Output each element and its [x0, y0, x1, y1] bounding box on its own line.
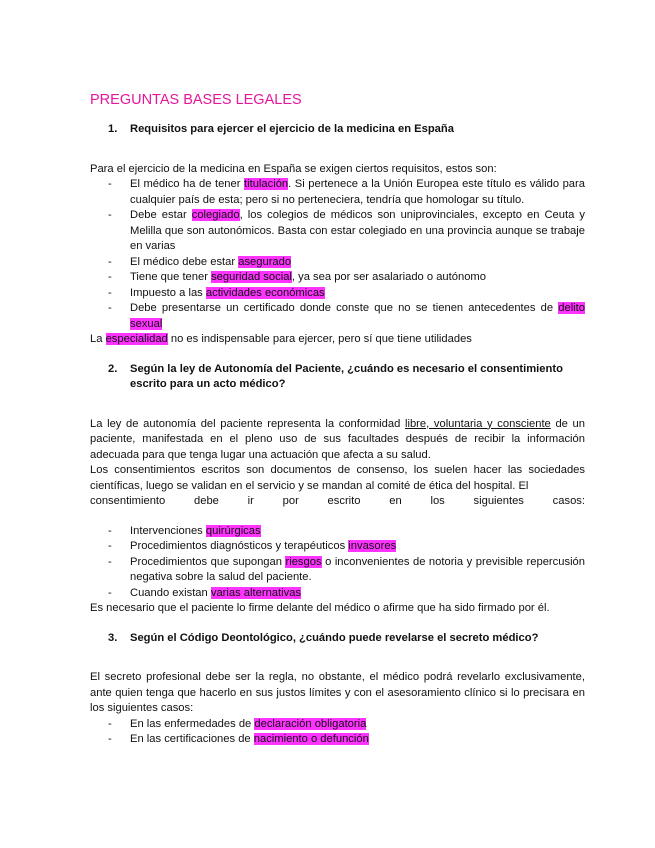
- highlight: colegiado: [191, 209, 240, 221]
- list-item: - El médico ha de tener titulación. Si pertenece a la Unión Europea este título es válido para cualquier país de esta; pero si no perteneciera, tendría que homologar su título.: [108, 178, 585, 206]
- list-item: - El médico debe estar asegurado: [108, 255, 292, 268]
- section-2-number: 2.: [108, 362, 118, 375]
- list-item: - Debe presentarse un certificado donde conste que no se tienen antecedentes de delito sexual: [108, 302, 585, 330]
- highlight: varias alternativas: [210, 586, 302, 599]
- highlight: asegurado: [238, 255, 292, 268]
- list-item: - Procedimientos que supongan riesgos o inconvenientes de notoria y previsible repercusión negativa sobre la salud del paciente.: [108, 555, 586, 583]
- highlight: actividades económicas: [205, 286, 325, 299]
- section-3-heading: [108, 631, 585, 647]
- highlight: especialidad: [105, 333, 168, 345]
- section-2-list: [108, 524, 585, 602]
- list-item: - Procedimientos diagnósticos y terapéuticos invasores: [108, 540, 397, 552]
- highlight: titulación: [244, 178, 289, 190]
- list-item: - Tiene que tener seguridad social, ya sea por ser asalariado o autónomo: [108, 271, 486, 283]
- section-1-closing: La especialidad no es indispensable para ejercer, pero sí que tiene utilidades: [90, 333, 472, 345]
- list-item: - Debe estar colegiado, los colegios de médicos son uniprovinciales, excepto en Ceuta y Melilla que son autonómicos. Basta con estar colegiado en una provincia aunque se trabaje en varias: [108, 209, 585, 252]
- section-1-title: Requisitos para ejercer el ejercicio de la medicina en España: [130, 123, 454, 135]
- highlight: delito sexual: [130, 302, 585, 330]
- highlight: seguridad social: [211, 271, 292, 283]
- highlight: declaración obligatoria: [254, 717, 367, 730]
- section-2-heading: [108, 362, 585, 393]
- document-title: PREGUNTAS BASES LEGALES: [90, 92, 302, 108]
- section-2-closing: Es necesario que el paciente lo firme delante del médico o afirme que ha sido firmado por él.: [90, 602, 550, 614]
- section-1-heading: [108, 122, 585, 138]
- highlight: invasores: [348, 540, 397, 552]
- section-3-number: 3.: [108, 631, 118, 644]
- list-item: - Intervenciones quirúrgicas: [108, 524, 261, 537]
- list-item: - Cuando existan varias alternativas: [108, 586, 302, 599]
- section-2-paragraph-2: Los consentimientos escritos son documentos de consenso, los suelen hacer las sociedades científicas, luego se validan en el servicio y se mandan al comité de ética del hospital. El: [90, 464, 585, 492]
- list-item: - Impuesto a las actividades económicas: [108, 286, 325, 299]
- section-2-title: Según la ley de Autonomía del Paciente, ¿cuándo es necesario el consentimiento escrito para un acto médico?: [130, 362, 563, 390]
- section-1-list: [108, 177, 585, 332]
- section-2-paragraph-1: La ley de autonomía del paciente representa la conformidad libre, voluntaria y consciente de un paciente, manifestada en el pleno uso de sus facultades después de recibir la información adecuada para que tenga lugar una actuación que afecta a su salud.: [90, 417, 585, 461]
- highlight: quirúrgicas: [205, 524, 261, 537]
- section-3-title: Según el Código Deontológico, ¿cuándo puede revelarse el secreto médico?: [130, 631, 539, 644]
- section-1-intro: Para el ejercicio de la medicina en España se exigen ciertos requisitos, estos son:: [90, 162, 497, 175]
- list-item: - En las certificaciones de nacimiento o defunción: [108, 733, 369, 745]
- section-3-list: [108, 717, 585, 748]
- list-item: - En las enfermedades de declaración obligatoria: [108, 717, 367, 730]
- highlight: riesgos: [285, 555, 322, 568]
- section-1-number: 1.: [108, 123, 118, 135]
- section-2-paragraph-2-end: consentimiento debe ir por escrito en los siguientes casos:: [90, 495, 585, 507]
- underlined-text: libre, voluntaria y consciente: [404, 417, 551, 430]
- highlight: nacimiento o defunción: [253, 733, 369, 745]
- section-3-intro: El secreto profesional debe ser la regla, no obstante, el médico podrá revelarlo exclusivamente, ante quien tenga que hacerlo en sus justos límites y con el asesoramiento clínico si lo precisara en los siguientes casos:: [90, 671, 585, 714]
